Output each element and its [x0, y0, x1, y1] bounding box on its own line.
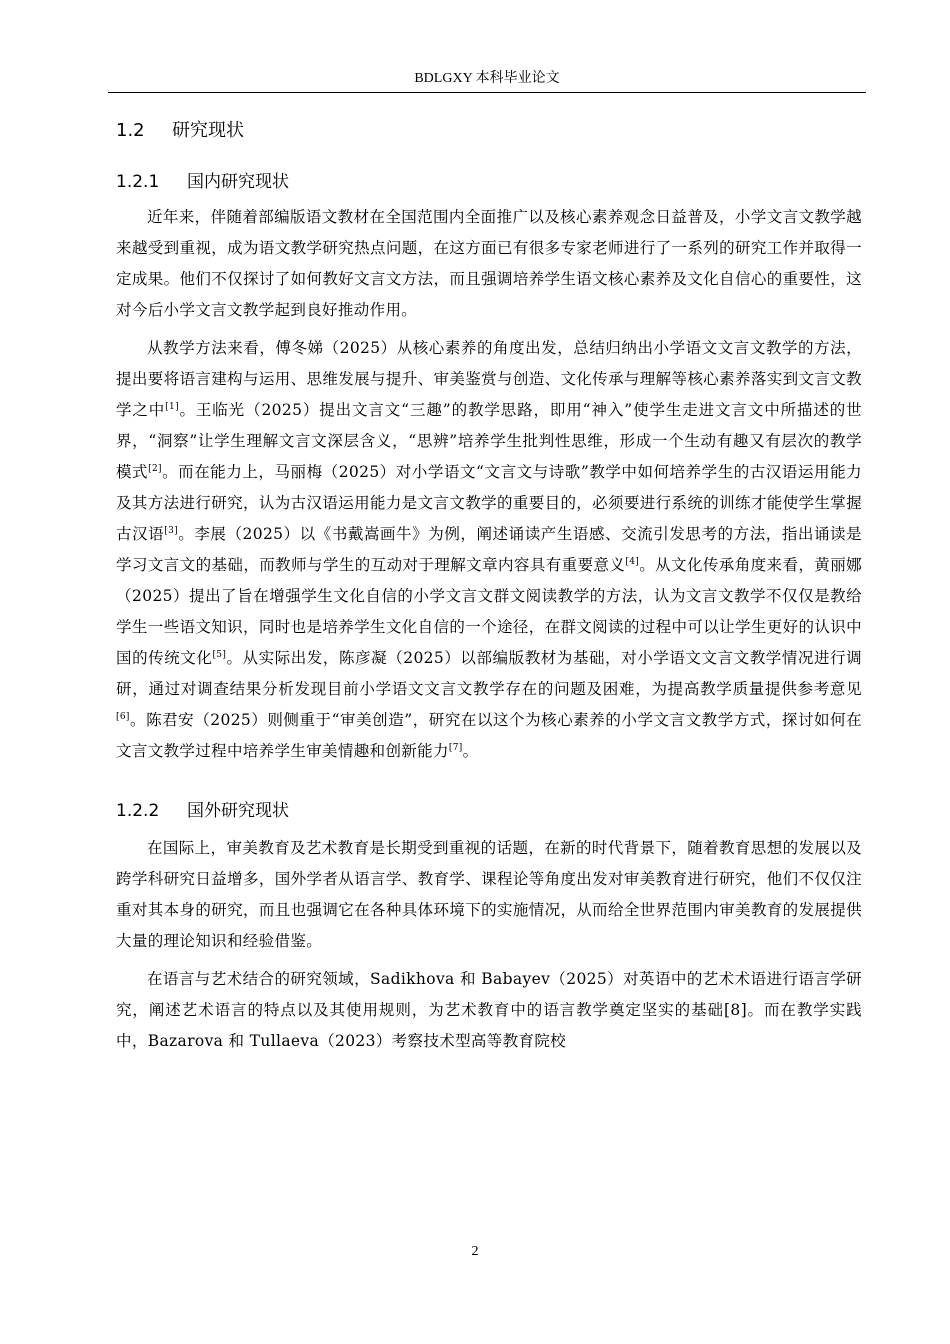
text-run: 。 — [462, 742, 479, 760]
subsection-heading-foreign — [116, 797, 862, 825]
text-run: 从教学方法来看，傅冬娣（2025）从核心素养的角度出发，总结归纳出小学语文文言文教学的方法，提出要将语言建构与运用、思维发展与提升、审美鉴赏与创造、文化传承与理解等核心素养落实到文言文教学之中 — [116, 339, 862, 419]
paragraph-3: 在国际上，审美教育及艺术教育是长期受到重视的话题，在新的时代背景下，随着教育思想的发展以及跨学科研究日益增多，国外学者从语言学、教育学、课程论等角度出发对审美教育进行研究，他们不仅仅注重对其本身的研究，而且也强调它在各种具体环境下的实施情况，从而给全世界范围内审美教育的发展提供大量的理论知识和经验借鉴。 — [116, 839, 862, 950]
section-number: 1.2 — [116, 120, 145, 141]
running-header: BDLGXY 本科毕业论文 — [414, 71, 560, 86]
citation-ref: [3] — [164, 526, 179, 536]
page-number: 2 — [471, 1244, 479, 1259]
subsection-number: 1.2.1 — [116, 172, 160, 192]
section-title: 研究现状 — [172, 120, 244, 141]
citation-ref: [5] — [212, 650, 227, 660]
paragraph-1: 近年来，伴随着部编版语文教材在全国范围内全面推广以及核心素养观念日益普及，小学文言文教学越来越受到重视，成为语文教学研究热点问题，在这方面已有很多专家老师进行了一系列的研究工作并取得一定成果。他们不仅探讨了如何教好文言文方法，而且强调培养学生语文核心素养及文化自信心的重要性，这对今后小学文言文教学起到良好推动作用。 — [116, 208, 862, 319]
header-rule — [108, 92, 866, 93]
subsection-number: 1.2.2 — [116, 801, 160, 821]
citation-ref: [7] — [448, 743, 463, 753]
text-run: 。而在能力上，马丽梅（2025）对小学语文“文言文与诗歌”教学中如何培养学生的古汉语运用能力及其方法进行研究，认为古汉语运用能力是文言文教学的重要目的，必须要进行系统的训练才能使学生掌握古汉语 — [116, 463, 862, 543]
section-heading — [116, 116, 862, 146]
citation-ref: [4] — [625, 557, 640, 567]
paragraph-4: 在语言与艺术结合的研究领域，Sadikhova 和 Babayev（2025）对英语中的艺术术语进行语言学研究，阐述艺术语言的特点以及其使用规则，为艺术教育中的语言教学奠定坚实的基础[8]。而在教学实践中，Bazarova 和 Tullaeva（2023）考察技术型高等教育院校 — [116, 970, 862, 1050]
text-run: 。陈君安（2025）则侧重于“审美创造”，研究在以这个为核心素养的小学文言文教学方式，探讨如何在文言文教学过程中培养学生审美情趣和创新能力 — [116, 711, 862, 760]
subsection-title: 国内研究现状 — [187, 172, 289, 192]
paragraph-2 — [116, 333, 862, 767]
subsection-title: 国外研究现状 — [187, 801, 289, 821]
text-run: 。李展（2025）以《书戴嵩画牛》为例，阐述诵读产生语感、交流引发思考的方法，指出诵读是学习文言文的基础，而教师与学生的互动对于理解文章内容具有重要意义 — [116, 525, 862, 574]
page-body — [116, 116, 862, 1064]
citation-ref: [6] — [116, 712, 130, 722]
subsection-heading-domestic — [116, 168, 862, 196]
text-run: 。从实际出发，陈彦凝（2025）以部编版教材为基础，对小学语文文言文教学情况进行调研，通过对调查结果分析发现目前小学语文文言文教学存在的问题及困难，为提高教学质量提供参考意见 — [116, 649, 862, 698]
citation-ref: [1] — [165, 402, 179, 412]
text-run: 。王临光（2025）提出文言文“三趣”的教学思路，即用“神入”使学生走进文言文中所描述的世界，“洞察”让学生理解文言文深层含义，“思辨”培养学生批判性思维，形成一个生动有趣又有层次的教学模式 — [116, 401, 862, 481]
text-run: 。从文化传承角度来看，黄丽娜（2025）提出了旨在增强学生文化自信的小学文言文群文阅读教学的方法，认为文言文教学不仅仅是教给学生一些语文知识，同时也是培养学生文化自信的一个途径，在群文阅读的过程中可以让学生更好的认识中国的传统文化 — [116, 556, 862, 667]
citation-ref: [2] — [148, 464, 162, 474]
